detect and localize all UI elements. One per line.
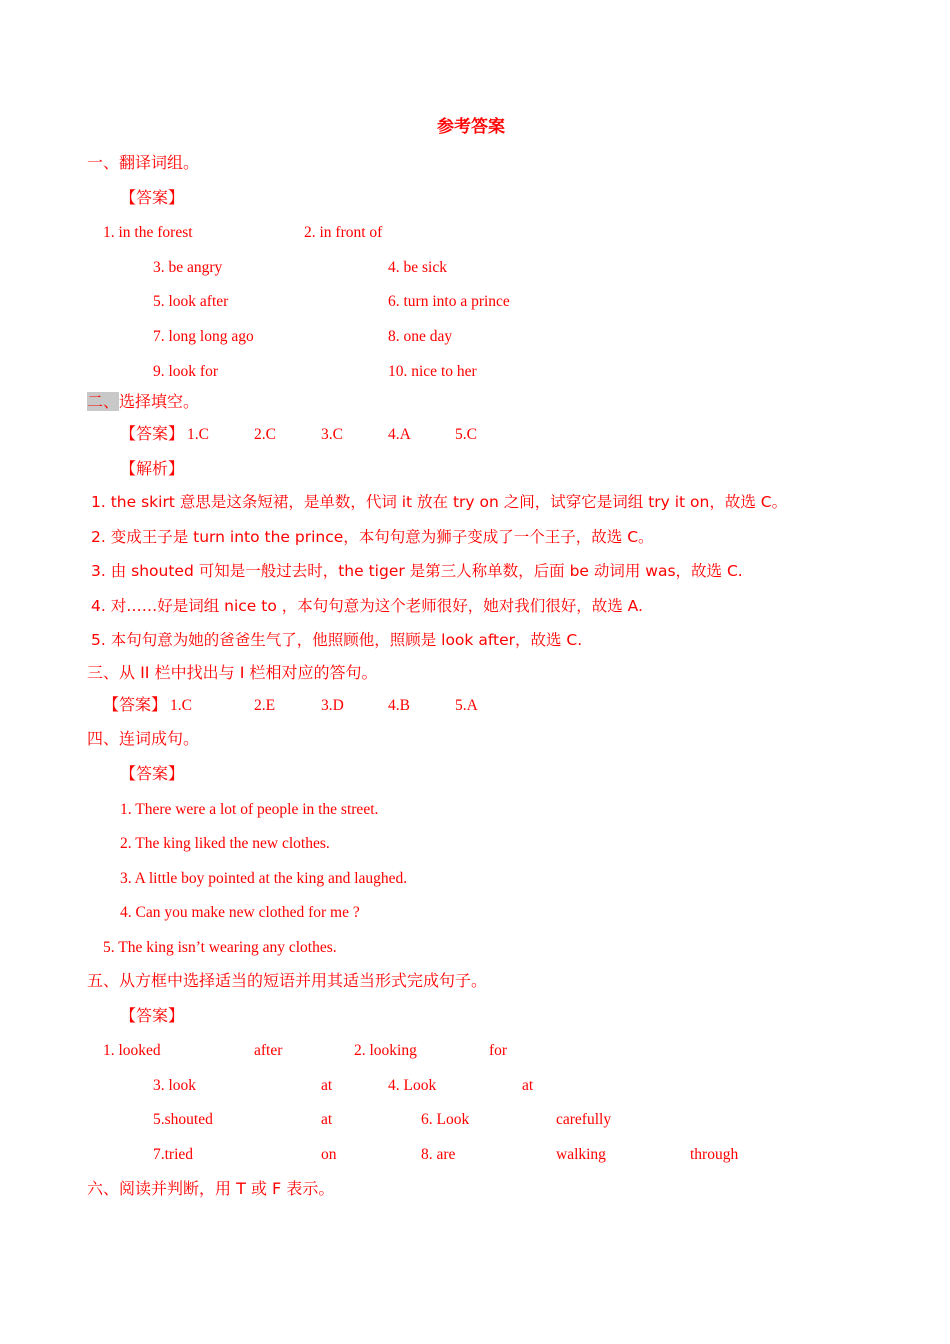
s2-analysis-line: 3. 由 shouted 可知是一般过去时，the tiger 是第三人称单数，后面 be 动词用 was，故选 C.: [91, 562, 743, 580]
s5-word: for: [489, 1042, 508, 1059]
section-2-heading-text: 选择填空。: [119, 392, 200, 411]
section-2-heading-number: 二、: [87, 392, 120, 411]
s3-answer: 2.E: [254, 697, 276, 714]
s1-item: 7. long long ago: [153, 328, 254, 345]
s4-sentence: 2. The king liked the new clothes.: [120, 835, 330, 852]
s1-item: 10. nice to her: [388, 363, 477, 380]
s2-answer: 5.C: [455, 426, 477, 443]
s3-answer: 5.A: [455, 697, 478, 714]
section-2-heading: [87, 394, 199, 410]
section-2-analysis-label: 【解析】: [120, 459, 185, 478]
s5-word: 5.shouted: [153, 1111, 213, 1128]
s2-analysis-line: 1. the skirt 意思是这条短裙，是单数，代词 it 放在 try on 之间，试穿它是词组 try it on，故选 C。: [91, 493, 788, 511]
s1-item: 9. look for: [153, 363, 219, 380]
s3-answer: 3.D: [321, 697, 344, 714]
s5-word: 1. looked: [103, 1042, 161, 1059]
s2-answer: 4.A: [388, 426, 411, 443]
s5-word: at: [321, 1111, 333, 1128]
section-1-answer-label: 【答案】: [120, 188, 185, 207]
s2-answer: 3.C: [321, 426, 343, 443]
s3-answer: 4.B: [388, 697, 410, 714]
section-4-answer-label: 【答案】: [120, 764, 185, 783]
s4-sentence: 4. Can you make new clothed for me ?: [120, 904, 360, 921]
s4-sentence: 3. A little boy pointed at the king and laughed.: [120, 870, 408, 887]
section-4-heading: 四、连词成句。: [87, 729, 200, 748]
s1-item: 3. be angry: [153, 259, 223, 276]
s2-analysis-line: 2. 变成王子是 turn into the prince，本句句意为狮子变成了一个王子，故选 C。: [91, 528, 654, 546]
section-2-answer-label: 【答案】: [120, 424, 185, 443]
s5-word: walking: [556, 1146, 606, 1163]
s5-word: on: [321, 1146, 337, 1163]
s2-answer: 1.C: [187, 426, 209, 443]
s5-word: 3. look: [153, 1077, 197, 1094]
s5-word: 2. looking: [354, 1042, 417, 1059]
section-3-heading: 三、从 II 栏中找出与 I 栏相对应的答句。: [87, 663, 378, 682]
section-6-heading: 六、阅读并判断，用 T 或 F 表示。: [87, 1179, 335, 1198]
s5-word: 6. Look: [421, 1111, 470, 1128]
s1-item: 6. turn into a prince: [388, 293, 510, 310]
s5-word: after: [254, 1042, 283, 1059]
s3-answer: 1.C: [170, 697, 192, 714]
s5-word: 8. are: [421, 1146, 456, 1163]
s5-word: 4. Look: [388, 1077, 437, 1094]
s1-item: 2. in front of: [304, 224, 383, 241]
s1-item: 5. look after: [153, 293, 229, 310]
s5-word: carefully: [556, 1111, 612, 1128]
s1-item: 1. in the forest: [103, 224, 193, 241]
section-3-answer-label: 【答案】: [103, 695, 168, 714]
s5-word: through: [690, 1146, 739, 1163]
s5-word: at: [522, 1077, 534, 1094]
s5-word: 7.tried: [153, 1146, 194, 1163]
s2-analysis-line: 5. 本句句意为她的爸爸生气了，他照顾他，照顾是 look after，故选 C.: [91, 631, 583, 649]
section-5-answer-label: 【答案】: [120, 1006, 185, 1025]
s1-item: 8. one day: [388, 328, 453, 345]
section-5-heading: 五、从方框中选择适当的短语并用其适当形式完成句子。: [87, 971, 488, 990]
s2-answer: 2.C: [254, 426, 276, 443]
s2-analysis-line: 4. 对……好是词组 nice to ，本句句意为这个老师很好，她对我们很好，故选 A.: [91, 597, 643, 615]
page-title: 参考答案: [437, 117, 505, 137]
s4-sentence: 1. There were a lot of people in the street.: [120, 801, 379, 818]
s1-item: 4. be sick: [388, 259, 447, 276]
section-1-heading: 一、翻译词组。: [87, 153, 200, 172]
s5-word: at: [321, 1077, 333, 1094]
s4-sentence: 5. The king isn’t wearing any clothes.: [103, 939, 337, 956]
